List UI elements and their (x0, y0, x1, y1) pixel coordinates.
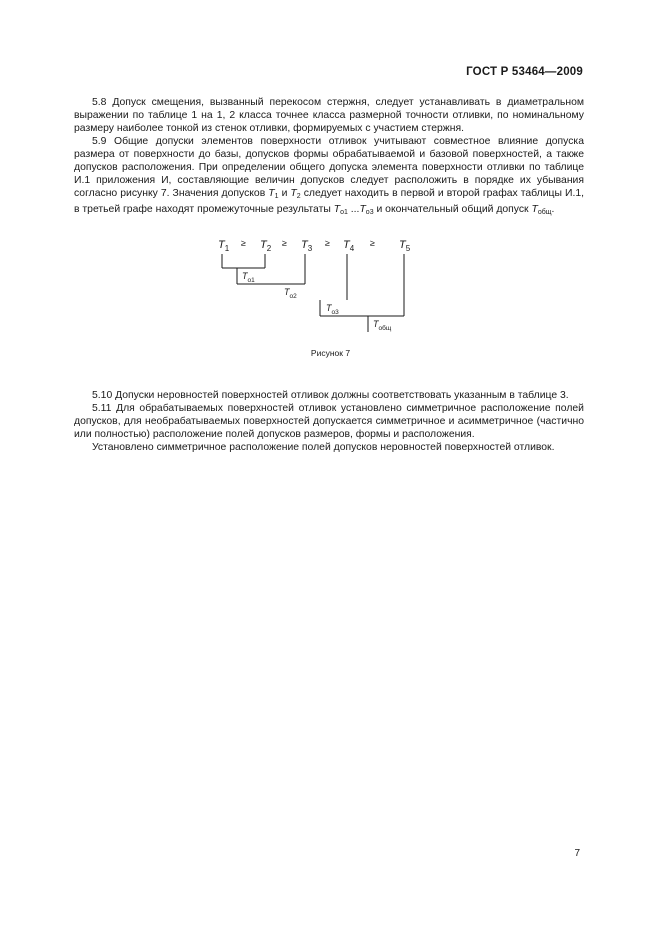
label-to2: $T_{о2}$ (284, 287, 297, 300)
relation-ge-3: ≥ (325, 238, 330, 248)
symbol-t2: T (290, 188, 297, 199)
symbol-t2-sub: 2 (296, 193, 301, 200)
symbol-to1-sub: о1 (340, 209, 348, 216)
symbol-to3-sub: о3 (365, 209, 374, 216)
label-tobsh: $T_{общ}$ (373, 319, 392, 332)
p59-text-e: и окончательный общий допуск (373, 204, 532, 215)
label-to1: $T_{о1}$ (242, 271, 255, 284)
figure-caption: Рисунок 7 (310, 348, 351, 358)
text-block-bottom (74, 389, 584, 454)
symbol-tobsh: T (531, 204, 538, 215)
symbol-tobsh-sub: общ (537, 209, 552, 216)
label-to3: $T_{о3}$ (326, 303, 339, 316)
paragraph-symmetric: Установлено симметричное расположение полей допусков неровностей поверхностей отливок. (92, 442, 555, 453)
paragraph-5-8: 5.8 Допуск смещения, вызванный перекосом стержня, следует устанавливать в диаметральном выражении по таблице 1 на 1, 2 класса точнее класса размерной точности отливки, по номинальному размеру наиболее тонкой из стенок отливки, формируемых с участием стержня. (74, 97, 584, 134)
p59-text-f: . (551, 204, 555, 215)
page-number: 7 (574, 848, 580, 859)
label-t2: $T_2$ (260, 239, 272, 253)
relation-ge-2: ≥ (282, 238, 287, 248)
label-t4: $T_4$ (343, 239, 355, 253)
symbol-t1: T (268, 188, 275, 199)
standard-header: ГОСТ Р 53464—2009 (466, 66, 583, 78)
p59-text-c: следует находить в первой и второй графах таблицы И.1, в третьей графе находят промежуточные результаты (74, 188, 585, 215)
paragraph-5-10: 5.10 Допуски неровностей поверхностей отливок должны соответствовать указанным в таблице 3. (92, 390, 569, 401)
symbol-to3: T (359, 204, 366, 215)
p59-text-b: и (278, 188, 291, 199)
p59-text-d: ... (347, 204, 360, 215)
label-t1: $T_1$ (218, 239, 230, 253)
label-t3: $T_3$ (301, 239, 313, 253)
p59-text-a: 5.9 Общие допуски элементов поверхности отливок учитывают совместное влияние допуска размера от поверхности до базы, допусков формы обрабатываемой и базовой поверхностей, а также допусков расположения. При определении общего допуска элемента поверхности отливки по таблице И.1 приложения И, составляющие величин допусков следует расположить в порядке их убывания согласно рисунку 7. Значения допусков (74, 136, 584, 199)
symbol-to1: T (333, 204, 341, 215)
symbol-t1-sub: 1 (274, 193, 279, 200)
paragraph-5-11: 5.11 Для обрабатываемых поверхностей отливок установлено симметричное расположение полей допусков, для необрабатываемых поверхностей допускается симметричное и асимметричное (частично или полностью) расположение полей допусков размеров, формы и расположения. (74, 403, 584, 440)
relation-ge-4: ≥ (370, 238, 375, 248)
relation-ge-1: ≥ (241, 238, 246, 248)
label-t5: $T_5$ (399, 239, 411, 253)
